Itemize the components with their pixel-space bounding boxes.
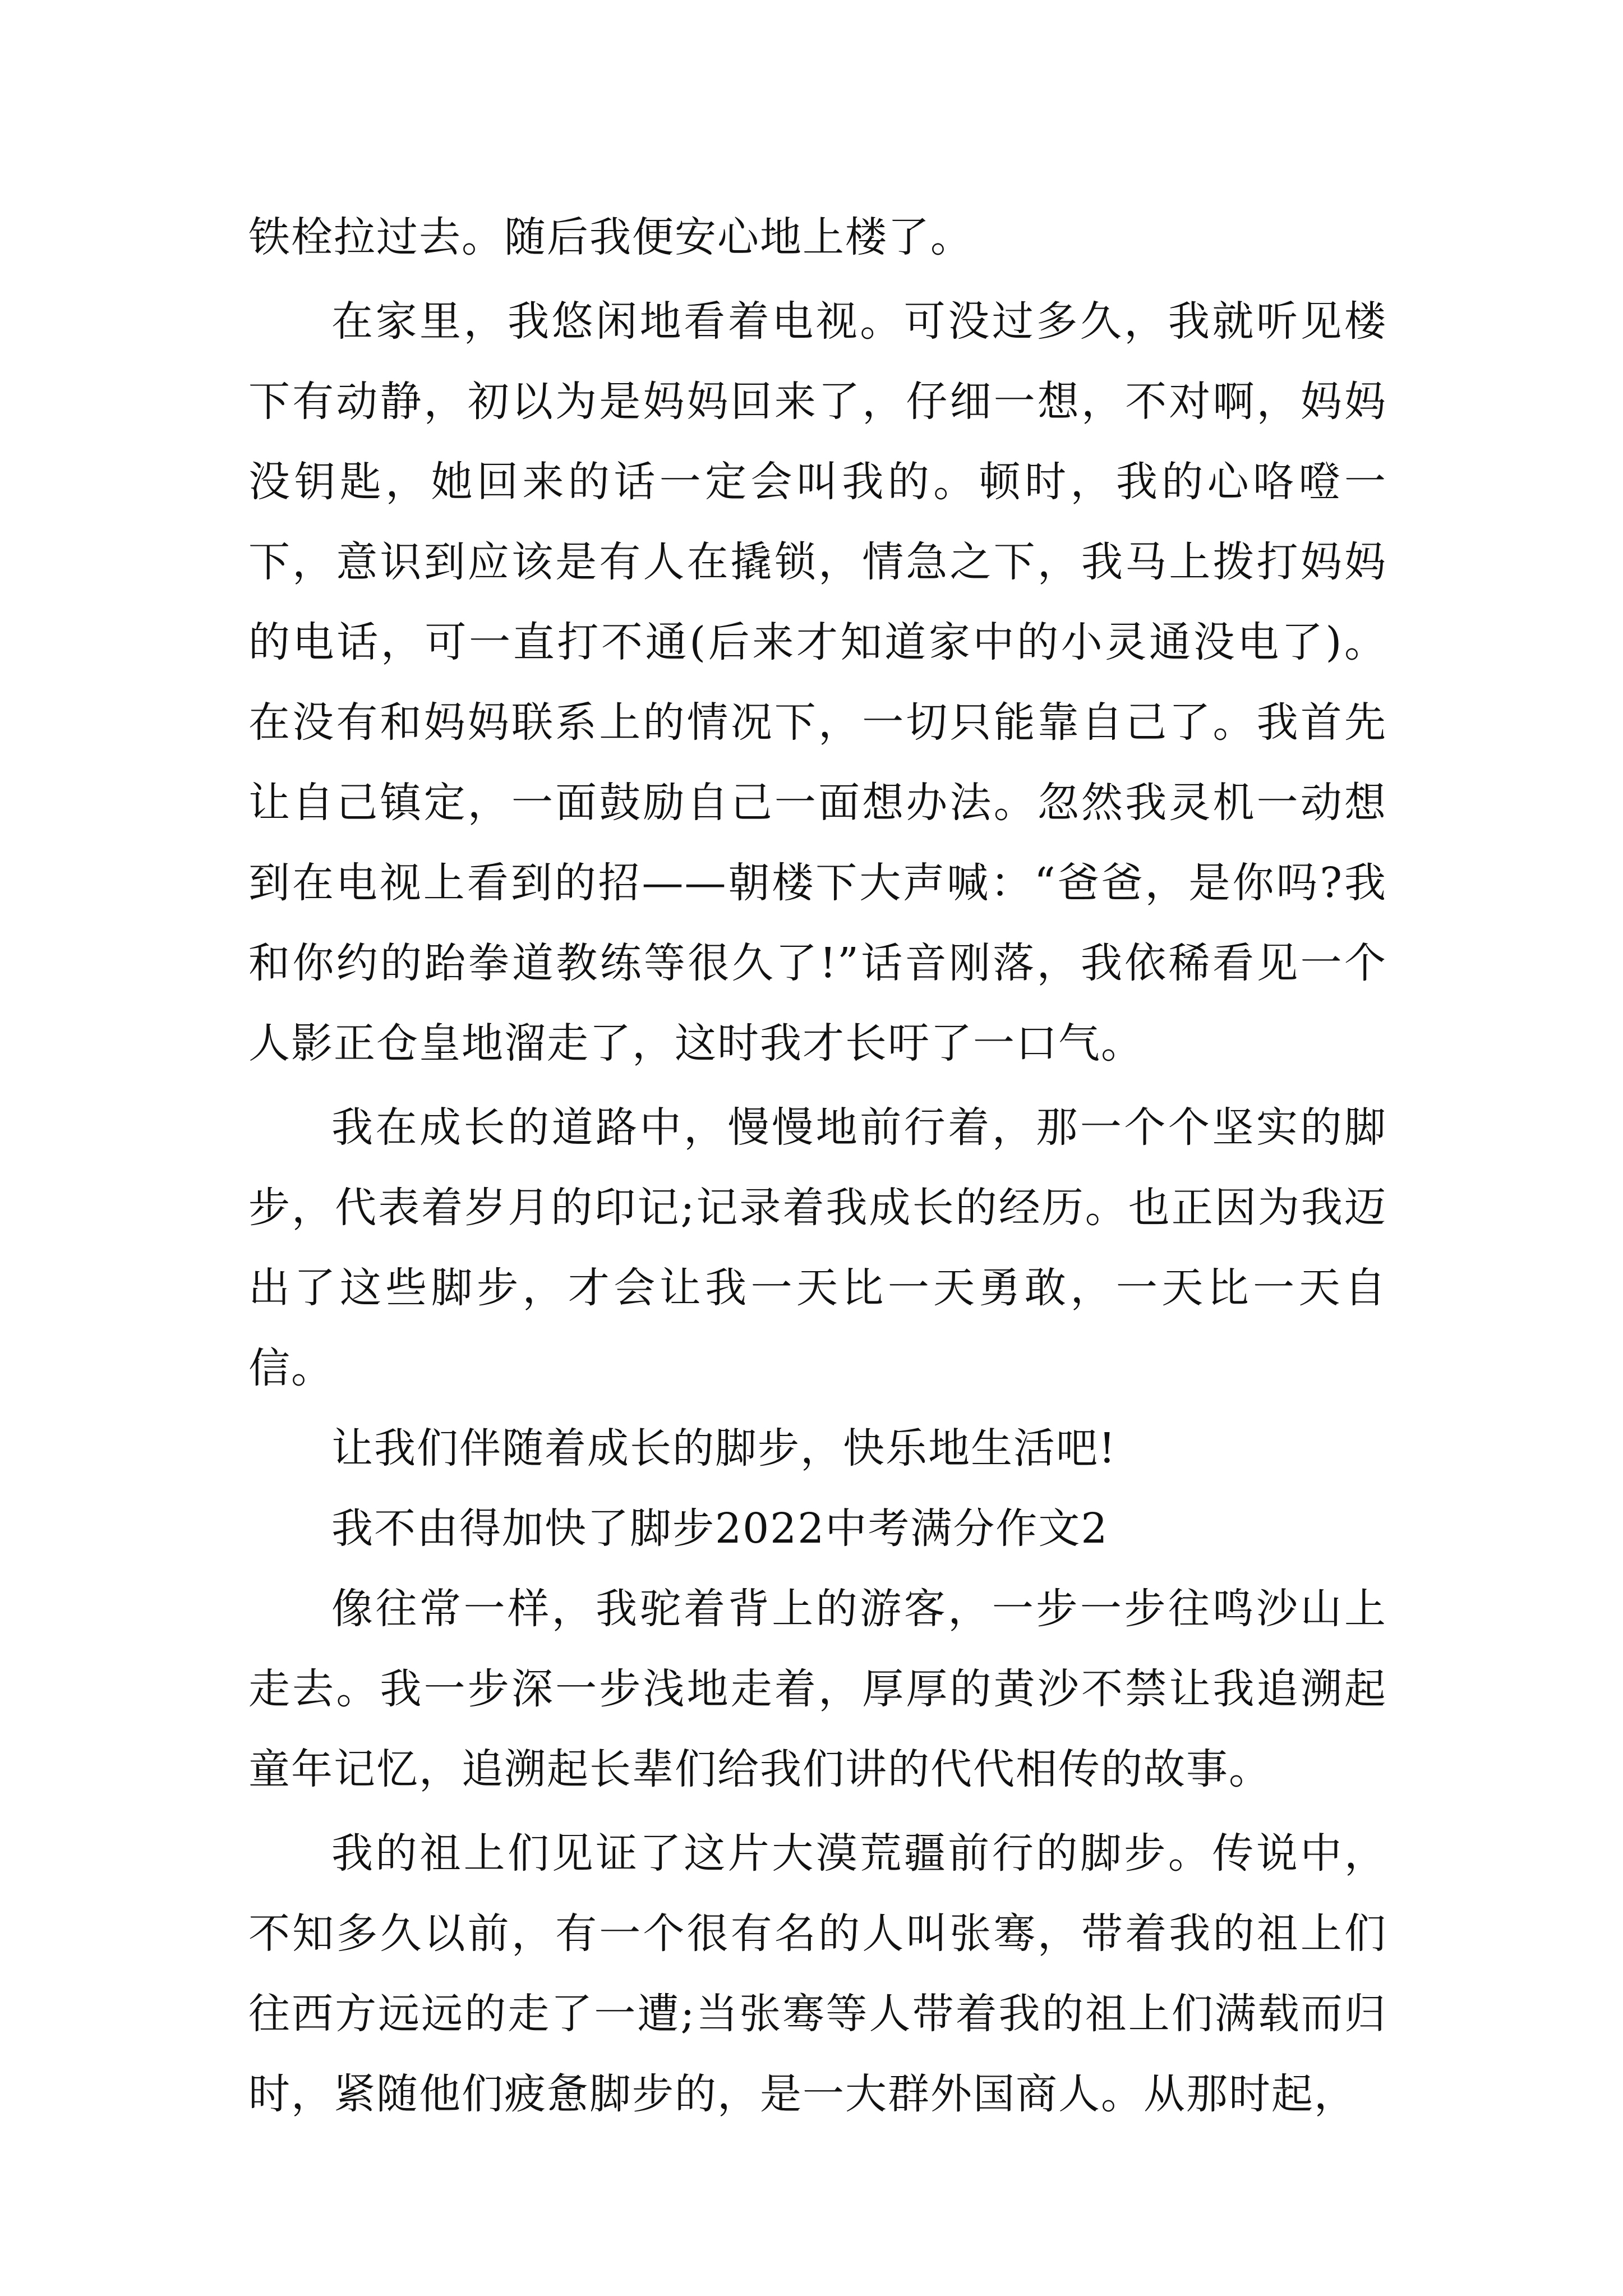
paragraph-continuation: 铁栓拉过去。随后我便安心地上楼了。: [248, 213, 973, 261]
paragraph-growth-footsteps: 我在成长的道路中，慢慢地前行着，那一个个坚实的脚步，代表着岁月的印记;记录着我成长的经历。也正因为我迈出了这些脚步，才会让我一天比一天勇敢，一天比一天自信。: [248, 1103, 1387, 1392]
document-body: [248, 197, 1387, 2134]
paragraph-ancestors: 我的祖上们见证了这片大漠荒疆前行的脚步。传说中，不知多久以前，有一个很有名的人叫张骞，带着我的祖上们往西方远远的走了一遭;当张骞等人带着我的祖上们满载而归时，紧随他们疲惫脚步的，是一大群外国商人。从那时起，: [248, 1829, 1387, 2118]
essay-title: 我不由得加快了脚步2022中考满分作文2: [331, 1504, 1109, 1553]
paragraph-closing-line: 让我们伴随着成长的脚步，快乐地生活吧!: [331, 1424, 1117, 1473]
paragraph-home-alone: 在家里，我悠闲地看着电视。可没过多久，我就听见楼下有动静，初以为是妈妈回来了，仔细一想，不对啊，妈妈没钥匙，她回来的话一定会叫我的。顿时，我的心咯噔一下，意识到应该是有人在撬锁，情急之下，我马上拨打妈妈的电话，可一直打不通(后来才知道家中的小灵通没电了)。在没有和妈妈联系上的情况下，一切只能靠自己了。我首先让自己镇定，一面鼓励自己一面想办法。忽然我灵机一动想到在电视上看到的招——朝楼下大声喊：“爸爸，是你吗?我和你约的跆拳道教练等很久了!”话音刚落，我依稀看见一个人影正仓皇地溜走了，这时我才长吁了一口气。: [248, 297, 1387, 1068]
paragraph-camel-walk: 像往常一样，我驼着背上的游客，一步一步往鸣沙山上走去。我一步深一步浅地走着，厚厚的黄沙不禁让我追溯起童年记忆，追溯起长辈们给我们讲的代代相传的故事。: [248, 1585, 1387, 1793]
